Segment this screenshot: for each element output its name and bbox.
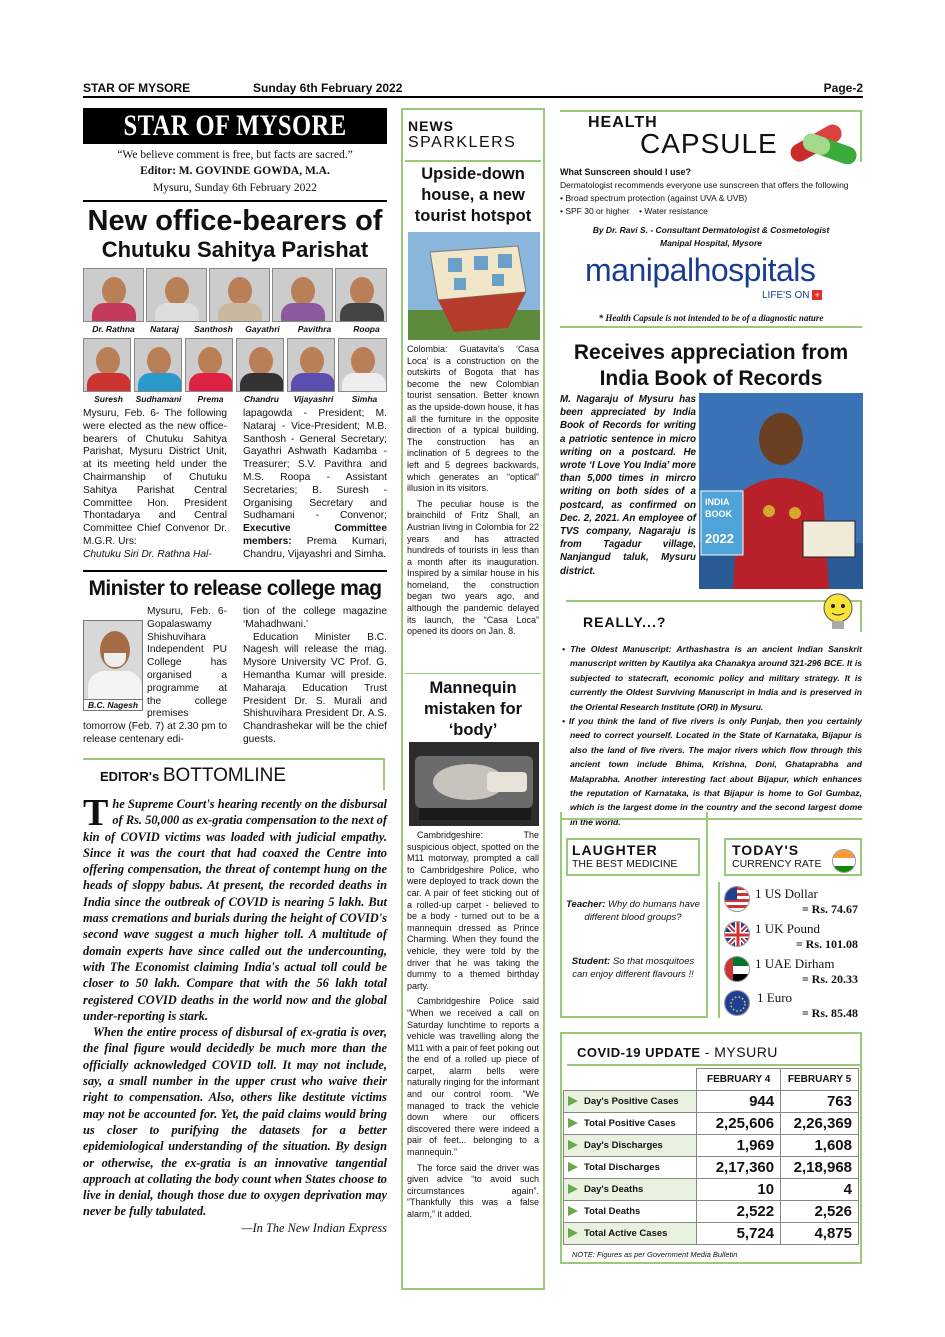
caption: Santhosh: [194, 324, 233, 334]
book-cover-year: 2022: [705, 531, 734, 546]
really-items: [562, 642, 862, 829]
currency-unit: 1 UAE Dirham: [755, 956, 835, 971]
currency-value: = Rs. 101.08: [795, 937, 858, 951]
portrait-photo: [134, 338, 182, 392]
masthead-editor: Editor: M. GOVINDE GOWDA, M.A.: [140, 165, 330, 177]
story1-body: Colombia: Guatavita's ‘Casa Loca’ is a construction on the outskirts of Bogota that has become the new Colombian tourist sensation. Better known as the upside-down house, it has all the furniture in the opposite direction of a typical building. The construction has an inclination of 5 degrees to the left and 5 degrees backwards, which generates an “optical” illusion in its visitors. The peculiar house is the brainchild of Fritz Shall, an Austrian living in Colombia for 22 years and has attracted hundreds of tourists in less than a month after its inauguration. Inspired by a similar house in his homeland, the construction began two years ago, and although the pandemic delayed its launch, the “Casa Loca” opened its doors on Jan. 8.: [407, 344, 539, 637]
currency-unit: 1 US Dollar: [755, 886, 818, 901]
currency-value: = Rs. 74.67: [801, 902, 858, 916]
caption: Suresh: [94, 394, 123, 404]
story1-title: Upside-down house, a new tourist hotspot: [414, 165, 532, 225]
table-row: Day's Deaths 10 4: [564, 1179, 859, 1201]
really-item: • The Oldest Manuscript: Arthashastra is an ancient Indian Sanskrit manuscript written by Kautilya aka Chanakya around 321-296 BCE. It is subjected to statecraft, economic policy and military strategy. It is currently the Oldest Surviving Manuscript in India and is preserved in the Oriental Research Institute (ORI) in Mysuru.: [562, 644, 862, 712]
health-question: What Sunscreen should I use?: [560, 167, 692, 177]
portrait-photo: [335, 268, 387, 322]
really-label: REALLY...?: [583, 614, 667, 630]
chutuku-headline-line2: Chutuku Sahitya Parishat: [101, 237, 369, 262]
divider: [83, 570, 387, 572]
portrait-photo: [338, 338, 387, 392]
column-header: FEBRUARY 5: [781, 1069, 859, 1091]
currency-value: = Rs. 85.48: [801, 1006, 858, 1020]
divider: [83, 200, 387, 202]
editorial-body: T he Supreme Court's hearing recently on the disbursal of Rs. 50,000 as ex-gratia compensation to the next of kin of COVID victims was loaded with judicial empathy. Since it was the court that had coaxed the Centre into offering compensation, the threat of contempt hung on the heads of sloppy babus. At present, the recorded deaths in India since the outbreak of COVID is nearing 5 lakh. But mass cremations and burials during the height of COVID's second wave suggest a much higher toll. A multitude of domain experts have since called out the undercounting, with The Economist claiming India's actual toll could be closer to 50 lakh. Compare that with the 56 lakh total registered COVID deaths in the world now and the global under-reporting is stark. When the entire process of disbursal of ex-gratia is over, the final figure would decidedly be much more than the officially acknowledged COVID toll. It may not include, say, a small number in the upper crust who waive their right to compensation. Also, others like destitute victims may not be accounted for. Yet, the paid claims would bring us closer to purifying the datasets for a better epidemiological understanding of the situation. By design or otherwise, the ex-gratia is an innovative tangential approach at collating the body count when States choose to live in denial, though those due to oxygen deprivation may never be fully tabulated. —In The New Indian Express: [83, 792, 387, 1235]
minister-body-left: Mysuru, Feb. 6- Gopalaswamy Shishuvihara Independent PU College has organised a programme at the college premises tomorrow (Feb. 7) at 2.30 pm to release centenary edi-: [83, 606, 227, 745]
divider: [405, 160, 541, 162]
portrait-photo: [287, 338, 335, 392]
laughter-label: LAUGHTER THE BEST MEDICINE: [572, 842, 678, 870]
currency-unit: 1 Euro: [757, 990, 793, 1005]
book-cover-text: BOOK: [705, 509, 732, 519]
caption: Dr. Rathna: [92, 324, 135, 334]
india-flag-icon: [832, 849, 856, 873]
portrait-photo: [209, 268, 270, 322]
dropcap: T: [83, 792, 109, 834]
minister-headline: Minister to release college mag: [88, 577, 382, 600]
caption: Pavithra: [297, 324, 332, 334]
caption: Prema: [197, 394, 224, 404]
laughter-student: Student: So that mosquitoes can enjoy different flavours !!: [571, 956, 695, 980]
uae-flag-icon: [724, 956, 750, 982]
covid-table: [563, 1068, 859, 1245]
caption: Sudhamani: [135, 394, 182, 404]
masthead-dateline: Mysuru, Sunday 6th February 2022: [153, 182, 317, 194]
story2-body: Cambridgeshire: The suspicious object, spotted on the M11 motorway, prompted a call to Cambridgeshire Police, who were deployed to track down the car. A pair of feet sticking out of a rolled-up carpet - believed to be a body - turned out to be a mannequin dressed as Prince Charming. When they found the vehicle, they were told by the driver that he was taking the dummy to a themed birthday party. Cambridgeshire Police said “When we received a call on Saturday lunchtime to reports a vehicle was travelling along the M11 with a pair of feet poking out the end of a rolled up piece of carpet, alarm bells were naturally ringing for the informant and our control room. “We managed to track the vehicle down where our officers discovered there were indeed a pair of feet... belonging to a mannequin.” The force said the driver was given advice “to avoid such circumstances again”. “Thankfully this was a false alarm,” it added.: [407, 830, 539, 1219]
appreciation-headline2: India Book of Records: [599, 367, 823, 390]
header-paper-name: STAR OF MYSORE: [83, 81, 191, 95]
health-disclaimer: * Health Capsule is not intended to be of a diagnostic nature: [598, 313, 824, 323]
currency-value: = Rs. 20.33: [801, 972, 858, 986]
masthead-motto: “We believe comment is free, but facts are sacred.”: [117, 149, 353, 161]
health-label: HEALTH: [588, 114, 658, 131]
laughter-teacher: Teacher: Why do humans have different blood groups?: [566, 899, 700, 923]
caption: Vijayashri: [293, 394, 334, 404]
plus-icon: +: [812, 290, 822, 300]
masthead-title: STAR OF MYSORE: [123, 109, 347, 142]
health-line1: Dermatologist recommends everyone use sunscreen that offers the following: [560, 180, 849, 190]
header-date: Sunday 6th February 2022: [253, 81, 403, 95]
currency-label: TODAY'S CURRENCY RATE: [732, 842, 822, 870]
covid-label: COVID-19 UPDATE - MYSURU: [577, 1044, 778, 1060]
mannequin-car-image: [409, 742, 539, 826]
nagaraju-award-photo: [699, 393, 863, 589]
story2-title: Mannequin mistaken for ‘body’: [423, 679, 523, 739]
portrait-photo: [185, 338, 233, 392]
capsule-pills-icon: [780, 112, 862, 164]
upside-down-house-image: [408, 232, 540, 340]
health-bullet2: • SPF 30 or higher • Water resistance: [560, 206, 708, 216]
appreciation-headline1: Receives appreciation from: [573, 341, 849, 364]
divider: [560, 326, 862, 328]
caption: Nataraj: [150, 324, 179, 334]
portrait-photo: [146, 268, 207, 322]
table-row: Total Positive Cases 2,25,606 2,26,369: [564, 1113, 859, 1135]
caption: Gayathri: [245, 324, 280, 334]
chutuku-body-left: Mysuru, Feb. 6- The following were elected as the new office-bearers of Chutuku Sahitya Parishat, Mysuru District Unit, at its meeting held under the Chairmanship of Chutuku Sahitya Parishat Central Committee Hon. President Thontadarya and Central Committee Chief Convenor Dr. M.G.R. Urs: Chutuku Siri Dr. Rathna Hal-: [83, 408, 227, 560]
portrait-photo: [272, 268, 333, 322]
manipal-logo-text: manipalhospitals: [585, 252, 816, 288]
chutuku-body-right: lapagowda - President; M. Nataraj - Vice-President; M.B. Santhosh - General Secretary; Gayathri Ashwath Kadamba - Treasurer; S.V. Pavithra and M.S. Roopa - Assistant Secretaries; B. Suresh - Organising Secretary and Sudhamani - Convenor; Executive Committee members: Prema Kumari, Chandru, Vijayashri and Simha.: [243, 408, 387, 560]
column-header: FEBRUARY 4: [697, 1069, 781, 1091]
divider: [405, 673, 541, 674]
nagesh-caption: B.C. Nagesh: [83, 700, 143, 711]
portrait-photo: [236, 338, 284, 392]
table-row: Total Active Cases 5,724 4,875: [564, 1223, 859, 1245]
editorial-label: EDITOR's BOTTOMLINE: [100, 765, 286, 786]
currency-unit: 1 UK Pound: [755, 921, 821, 936]
really-item: • If you think the land of five rivers is only Punjab, then you certainly need to correct yourself. Located in the State of Karnataka, Bijapur is also the land of five rivers. The major rivers which flow through this ancient town include Bhima, Krishna, Doni, Ghataprabha and Malaprabha. Another interesting fact about Bijapur, which enhances the reputation of Karnataka, is that Bijapur is home to Gol Gumbaz, which is the largest dome in the country and the second largest dome in the world.: [562, 716, 862, 827]
masthead-banner: [83, 108, 387, 144]
lightbulb-icon: [818, 590, 858, 634]
health-byline2: Manipal Hospital, Mysore: [659, 238, 763, 248]
health-byline1: By Dr. Ravi S. - Consultant Dermatologist & Cosmetologist: [592, 225, 830, 235]
covid-table-header: [564, 1069, 859, 1091]
appreciation-body: M. Nagaraju of Mysuru has been appreciated by India Book of Records for writing a patriotic sentence in micro writing on a postcard. He wrote ‘I Love You India’ more than 5,000 times in mircro writing on both sides of a postcard, as confirmed on Dec. 2, 2021. An employee of TVS company, Nagaraju is from Tagadur village, Nanjangud taluk, Mysuru district.: [560, 394, 696, 577]
page-header: [83, 80, 863, 98]
health-bullet1: • Broad spectrum protection (against UVA & UVB): [560, 193, 748, 203]
chutuku-headline-line1: New office-bearers of: [87, 205, 383, 237]
health-label-capsule: CAPSULE: [640, 128, 778, 159]
eu-flag-icon: [724, 990, 750, 1016]
uk-flag-icon: [724, 921, 750, 947]
header-page-number: Page-2: [823, 81, 863, 95]
table-row: Day's Discharges 1,969 1,608: [564, 1135, 859, 1157]
book-cover-text: INDIA: [705, 497, 730, 507]
table-row: Total Deaths 2,522 2,526: [564, 1201, 859, 1223]
caption: Chandru: [244, 394, 279, 404]
portrait-photo: [83, 268, 144, 322]
table-row: Day's Positive Cases 944 763: [564, 1091, 859, 1113]
covid-note: NOTE: Figures as per Government Media Bulletin: [572, 1250, 738, 1259]
minister-body-right: tion of the college magazine ‘Mahadhwani.’ Education Minister B.C. Nagesh will release the mag. Mysore University VC Prof. G. Hemantha Kumar will preside. Maharaja Education Trust President Dr. S. Murali and Shishuvihara President Dr. A.S. Chandrashekar will be the chief guests.: [243, 606, 387, 745]
sparklers-label: NEWS SPARKLERS: [408, 118, 517, 151]
table-row: Total Discharges 2,17,360 2,18,968: [564, 1157, 859, 1179]
manipal-logo-tagline: LIFE'S ON +: [762, 290, 822, 301]
portrait-photo: [83, 338, 131, 392]
caption: Roopa: [353, 324, 380, 334]
us-flag-icon: [724, 886, 750, 912]
caption: Simha: [351, 394, 378, 404]
float-spacer: [83, 606, 147, 716]
